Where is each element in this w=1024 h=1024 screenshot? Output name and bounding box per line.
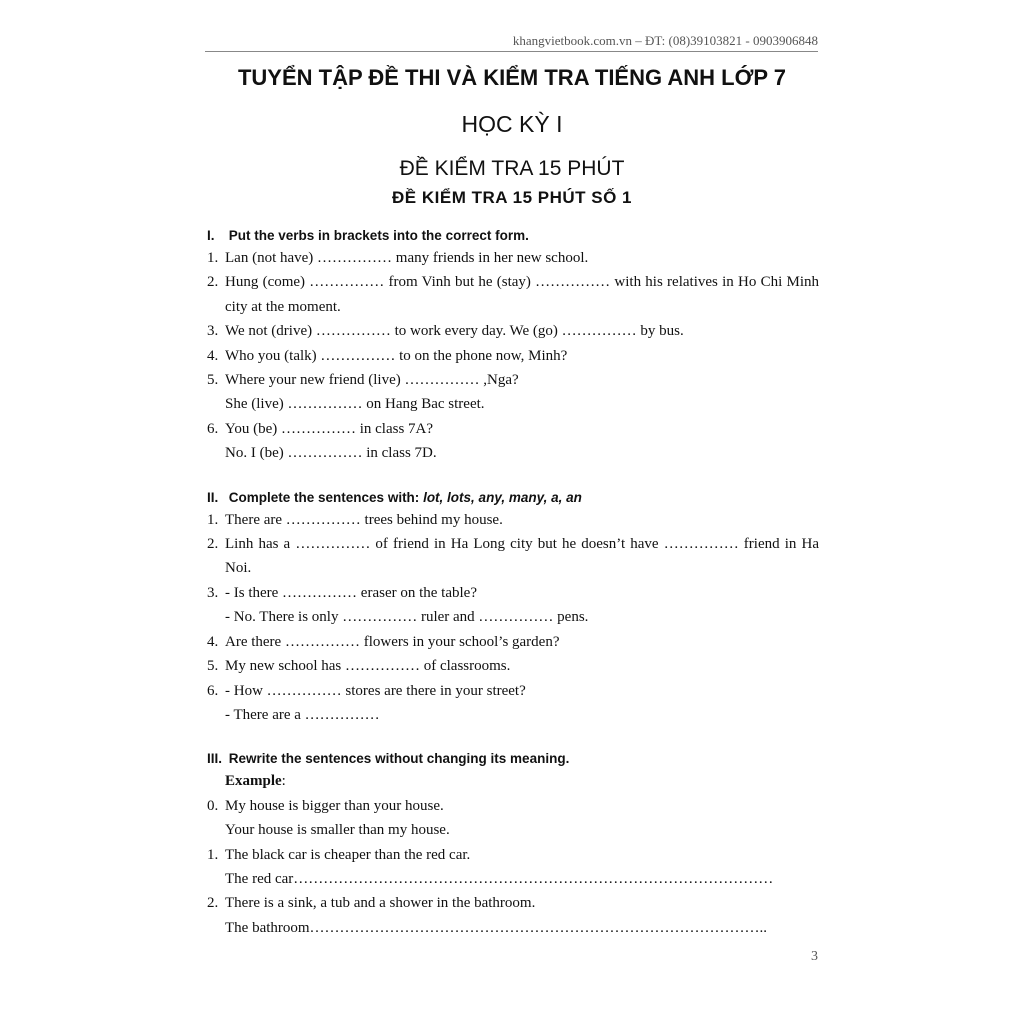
list-item: 1. The black car is cheaper than the red car. xyxy=(207,846,471,863)
list-item: 5. Where your new friend (live) …………… ,Nga? xyxy=(207,372,519,389)
list-item: 6. - How …………… stores are there in your street? xyxy=(207,682,526,699)
list-item: 2. Linh has a …………… of friend in Ha Long city but he doesn’t have …………… friend in Ha Noi. xyxy=(207,536,819,577)
list-item: 0. My house is bigger than your house. xyxy=(207,797,444,814)
list-item: 4. Are there …………… flowers in your school’s garden? xyxy=(207,633,560,650)
section-1-heading xyxy=(207,226,819,246)
main-title: TUYỂN TẬP ĐỀ THI VÀ KIỂM TRA TIẾNG ANH LỚP 7 xyxy=(237,65,787,90)
list-item: 5. My new school has …………… of classrooms. xyxy=(207,658,511,675)
list-item: The bathroom……………………………………………………………………………….. xyxy=(225,919,768,936)
list-item: Your house is smaller than my house. xyxy=(225,822,450,839)
list-item: 2. Hung (come) …………… from Vinh but he (stay) …………… with his relatives in Ho Chi Minh city at the moment. xyxy=(207,274,819,315)
header-contact: khangvietbook.com.vn – ĐT: (08)39103821 - 0903906848 xyxy=(512,33,818,48)
section-2-heading xyxy=(207,488,819,508)
section-1-number: I. xyxy=(207,228,215,243)
list-item: - There are a …………… xyxy=(225,706,380,723)
list-item: She (live) …………… on Hang Bac street. xyxy=(225,396,485,413)
list-item: 4. Who you (talk) …………… to on the phone now, Minh? xyxy=(207,347,568,364)
page-number: 3 xyxy=(811,949,818,964)
list-item: 3. - Is there …………… eraser on the table? xyxy=(207,584,477,601)
list-item: 1. Lan (not have) …………… many friends in her new school. xyxy=(207,250,589,266)
section-2-title: Complete the sentences with: xyxy=(228,489,424,505)
section-2-word-list: lot, lots, any, many, a, an xyxy=(423,489,582,505)
section-1-title: Put the verbs in brackets into the correct form. xyxy=(228,228,529,243)
section-2-number: II. xyxy=(207,489,219,505)
header-rule xyxy=(205,51,818,52)
term-title: HỌC KỲ I xyxy=(461,111,563,137)
list-item: No. I (be) …………… in class 7D. xyxy=(225,445,437,462)
list-item: 6. You (be) …………… in class 7A? xyxy=(207,420,434,437)
section-3-title: Rewrite the sentences without changing its meaning. xyxy=(228,751,570,767)
list-item: 1. There are …………… trees behind my house. xyxy=(207,511,503,528)
list-item: - No. There is only …………… ruler and …………… pens. xyxy=(225,609,589,626)
list-item: 3. We not (drive) …………… to work every day. We (go) …………… by bus. xyxy=(207,323,684,340)
list-item: 2. There is a sink, a tub and a shower in the bathroom. xyxy=(207,895,536,912)
test-title: ĐỀ KIỂM TRA 15 PHÚT xyxy=(399,157,625,180)
example-label: Example: xyxy=(225,773,286,790)
section-3-number: III. xyxy=(207,751,223,767)
list-item: The red car…………………………………………………………………………………… xyxy=(225,870,774,887)
test-subtitle: ĐỀ KIỂM TRA 15 PHÚT SỐ 1 xyxy=(392,188,632,207)
section-3-heading xyxy=(207,749,819,769)
exercise-content xyxy=(207,226,819,940)
